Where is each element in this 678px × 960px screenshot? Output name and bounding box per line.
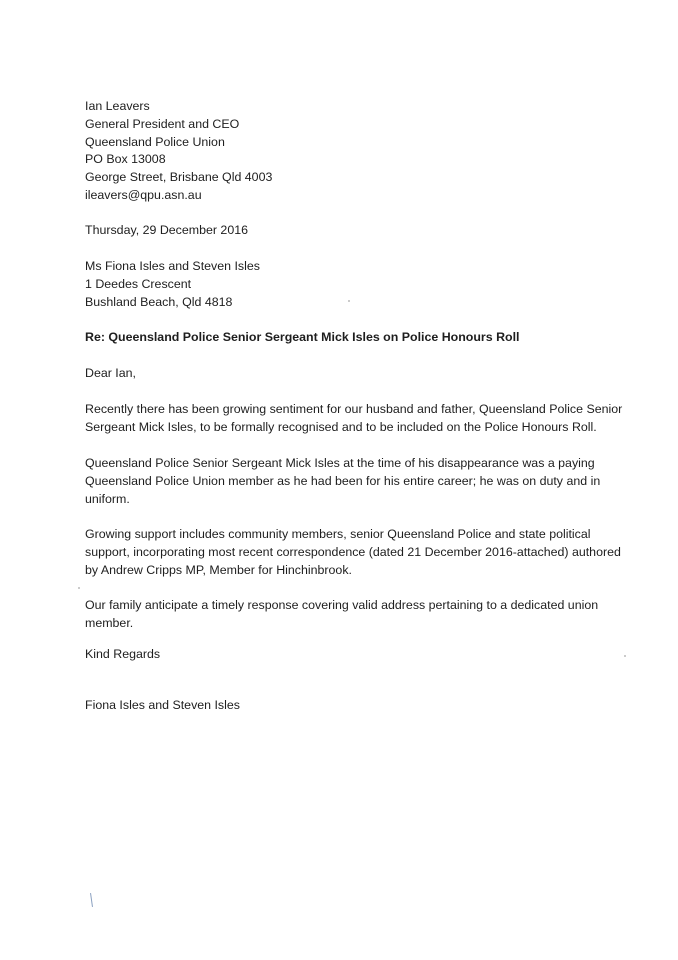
paragraph-line: Our family anticipate a timely response covering valid address pertaining to a dedicated union bbox=[85, 598, 599, 612]
recipient-locality: Bushland Beach, Qld 4818 bbox=[85, 294, 233, 309]
recipient-street: 1 Deedes Crescent bbox=[85, 276, 192, 291]
signature-text: Fiona Isles and Steven Isles bbox=[85, 698, 240, 712]
sender-name: Ian Leavers bbox=[85, 99, 150, 113]
subject-text: Re: Queensland Police Senior Sergeant Mick Isles on Police Honours Roll bbox=[85, 330, 520, 344]
recipient-block bbox=[85, 258, 260, 311]
recipient-names: Ms Fiona Isles and Steven Isles bbox=[85, 259, 260, 273]
salutation bbox=[85, 365, 136, 383]
paragraph-line: Queensland Police Union member as he had been for his entire career; he was on duty and in bbox=[85, 473, 601, 488]
paragraph-line: uniform. bbox=[85, 491, 130, 506]
sender-address: George Street, Brisbane Qld 4003 bbox=[85, 170, 273, 185]
paragraph-line: Queensland Police Senior Sergeant Mick Isles at the time of his disappearance was a paying bbox=[85, 456, 595, 470]
closing-text: Kind Regards bbox=[85, 647, 161, 661]
subject-line bbox=[85, 329, 519, 347]
paragraph-line: Sergeant Mick Isles, to be formally recognised and to be included on the Police Honours Roll. bbox=[85, 419, 597, 434]
scan-speck bbox=[624, 655, 626, 657]
scan-speck bbox=[348, 300, 350, 302]
paragraph-line: member. bbox=[85, 615, 134, 630]
sender-title: General President and CEO bbox=[85, 116, 240, 131]
signature bbox=[85, 697, 240, 715]
paragraph-1 bbox=[85, 401, 622, 437]
scan-speck bbox=[78, 587, 80, 589]
pen-mark bbox=[90, 893, 93, 907]
paragraph-4 bbox=[85, 597, 598, 633]
sender-block bbox=[85, 98, 272, 205]
paragraph-2 bbox=[85, 455, 600, 508]
paragraph-line: Growing support includes community members, senior Queensland Police and state political bbox=[85, 527, 591, 541]
sender-email: ileavers@qpu.asn.au bbox=[85, 187, 202, 202]
letter-date bbox=[85, 222, 248, 240]
paragraph-3 bbox=[85, 526, 621, 579]
date-text: Thursday, 29 December 2016 bbox=[85, 223, 249, 237]
closing bbox=[85, 646, 160, 664]
paragraph-line: by Andrew Cripps MP, Member for Hinchinbrook. bbox=[85, 562, 352, 577]
sender-po-box: PO Box 13008 bbox=[85, 152, 166, 167]
sender-organisation: Queensland Police Union bbox=[85, 134, 225, 149]
paragraph-line: Recently there has been growing sentiment for our husband and father, Queensland Police Senior bbox=[85, 402, 623, 416]
salutation-text: Dear Ian, bbox=[85, 366, 136, 380]
paragraph-line: support, incorporating most recent correspondence (dated 21 December 2016-attached) authored bbox=[85, 544, 621, 559]
